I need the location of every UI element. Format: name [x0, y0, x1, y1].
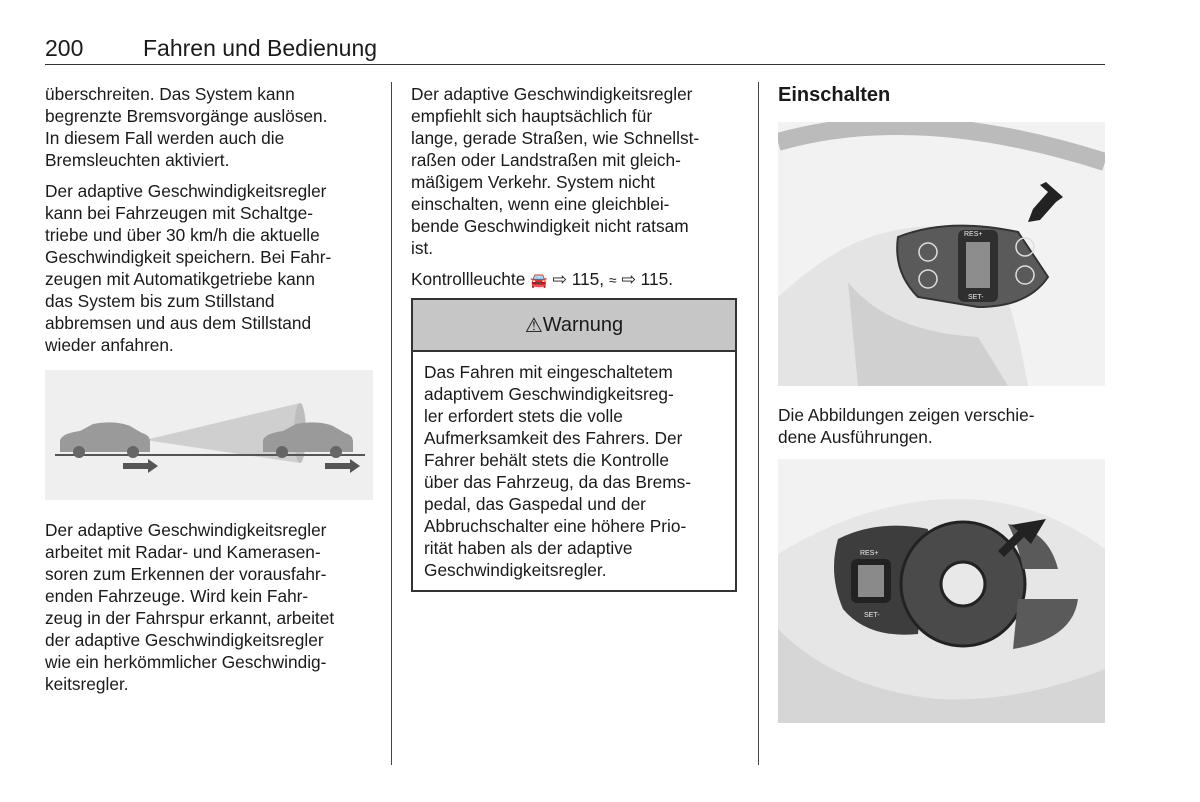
- radar-illustration: [45, 370, 373, 500]
- col3-paragraph-1: Die Abbildungen zeigen verschie- dene Ausführungen.: [778, 405, 1035, 447]
- col1-paragraph-1: überschreiten. Das System kann begrenzte Bremsvorgänge auslösen. In diesem Fall werden auch die Bremsleuchten aktiviert.: [45, 84, 328, 170]
- warning-title: Warnung: [542, 313, 624, 336]
- adaptive-cruise-icon: ≈: [608, 272, 617, 288]
- steering-wheel-image-1: [778, 122, 1105, 386]
- warning-triangle-icon: ⚠: [524, 314, 543, 337]
- set-label: SET-: [968, 294, 984, 301]
- header-rule: [45, 64, 1105, 65]
- warning-header: [413, 300, 735, 352]
- kontroll-label: Kontrollleuchte: [411, 269, 526, 289]
- car-icon: 🚘: [530, 272, 548, 288]
- ref-arrow: ⇨: [552, 269, 567, 289]
- section-heading: Einschalten: [778, 84, 891, 106]
- warning-box: [411, 298, 737, 592]
- page-ref-2: 115: [640, 269, 669, 289]
- page-ref-1: 115: [571, 269, 600, 289]
- steering-wheel-image-2: [778, 459, 1105, 723]
- warning-text: Das Fahren mit eingeschaltetem adaptivem Geschwindigkeitsreg- ler erfordert stets die volle Aufmerksamkeit des Fahrers. Der Fahrer behält stets die Kontrolle über das Fahrzeug, da das Brems- pedal, das Gaspedal und der Abbruchschalter eine höhere Prio- rität haben als der adaptive Geschwindigkeitsregler.: [424, 362, 692, 580]
- res-label-2: RES+: [860, 550, 879, 557]
- page-title: Fahren und Bedienung: [143, 35, 378, 61]
- column-divider-1: [391, 82, 392, 765]
- col1-paragraph-3: Der adaptive Geschwindigkeitsregler arbeitet mit Radar- und Kamerasen- soren zum Erkennen der vorausfahr- enden Fahrzeuge. Wird kein Fahr- zeug in der Fahrspur erkannt, arbeitet der adaptive Geschwindigkeitsregler wie ein herkömmlicher Geschwindig- keitsregler.: [45, 520, 335, 694]
- page-number: 200: [45, 35, 84, 61]
- ref-arrow-2: ⇨: [621, 269, 636, 289]
- col2-paragraph-1: Der adaptive Geschwindigkeitsregler empfiehlt sich hauptsächlich für lange, gerade Straßen, wie Schnellst- raßen oder Landstraßen mit gleich- mäßigem Verkehr. System nicht einschalten, wenn eine gleichblei- bende Geschwindigkeit nicht ratsam ist.: [411, 84, 700, 258]
- col1-paragraph-2: Der adaptive Geschwindigkeitsregler kann bei Fahrzeugen mit Schaltge- triebe und über 30 km/h die aktuelle Geschwindigkeit speichern. Bei Fahr- zeugen mit Automatikgetriebe kann das System bis zum Stillstand abbremsen und aus dem Stillstand wieder anfahren.: [45, 181, 332, 355]
- page-header: [45, 34, 377, 62]
- column-divider-2: [758, 82, 759, 765]
- res-label: RES+: [964, 231, 983, 238]
- kontrollleuchte-line: Kontrollleuchte 🚘 ⇨ 115, ≈ ⇨ 115.: [411, 269, 674, 289]
- set-label-2: SET-: [864, 612, 880, 619]
